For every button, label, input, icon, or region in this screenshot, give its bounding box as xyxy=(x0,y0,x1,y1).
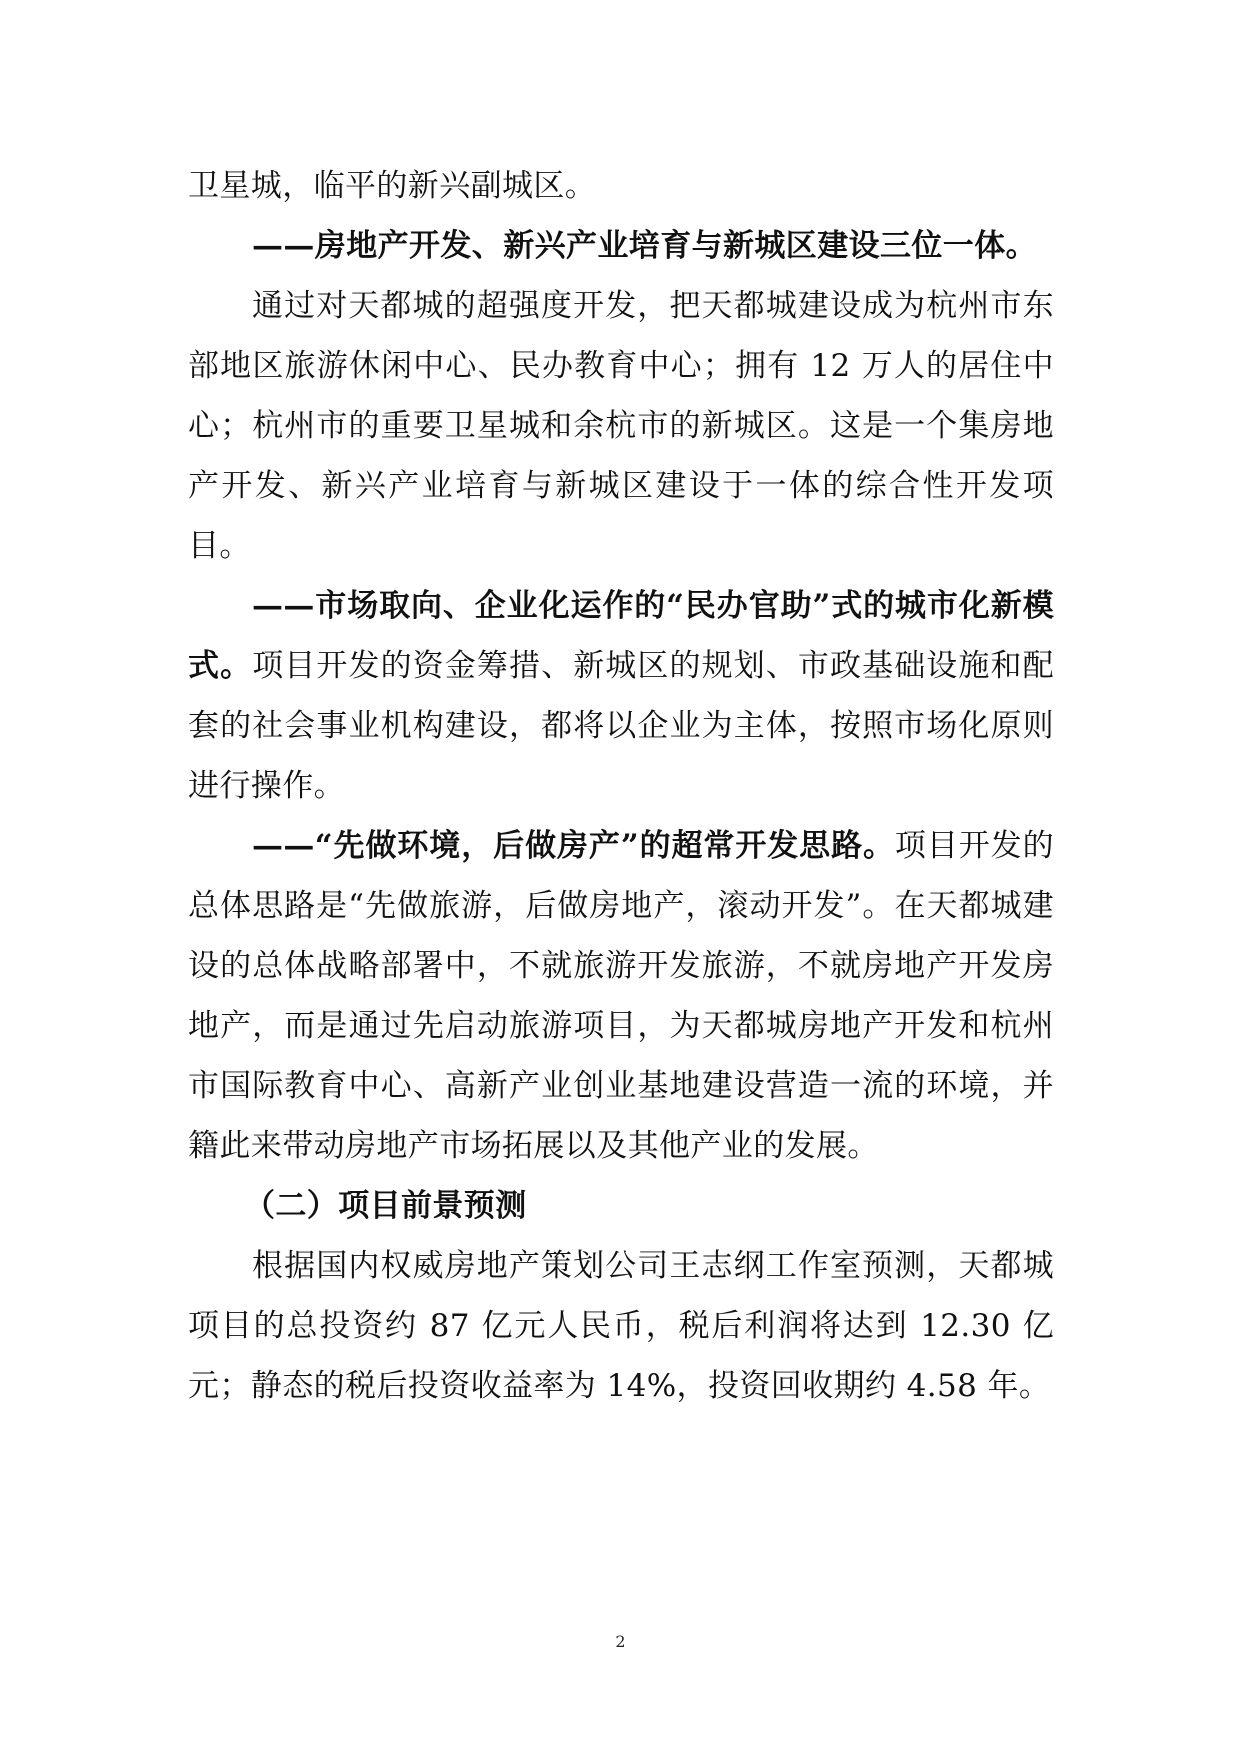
bold-heading-three-in-one xyxy=(188,216,1054,276)
paragraph-tiandu-development xyxy=(188,276,1054,576)
paragraph-development-approach xyxy=(188,816,1054,1176)
heading-text: （二）项目前景预测 xyxy=(244,1188,527,1224)
paragraph-text: 卫星城，临平的新兴副城区。 xyxy=(188,168,597,204)
document-body xyxy=(188,156,1054,1416)
heading-text: ——房地产开发、新兴产业培育与新城区建设三位一体。 xyxy=(252,228,1037,264)
paragraph-lead: ——“先做环境，后做房产”的超常开发思路。 xyxy=(252,828,895,864)
paragraph-text: 项目开发的总体思路是“先做旅游，后做房地产，滚动开发”。在天都城建设的总体战略部署中，不就旅游开发旅游，不就房地产开发房地产，而是通过先启动旅游项目，为天都城房地产开发和杭州市国际教育中心、高新产业创业基地建设营造一流的环境，并籍此来带动房地产市场拓展以及其他产业的发展。 xyxy=(188,828,1054,1164)
section-heading-project-forecast xyxy=(188,1176,1054,1236)
page-number: 2 xyxy=(615,1632,626,1651)
paragraph-market-orientation xyxy=(188,576,1054,816)
paragraph-lead: ——市场取向、企业化运作的“民办官助”式的城市化新模式。 xyxy=(188,588,1054,684)
paragraph-text: 项目开发的资金筹措、新城区的规划、市政基础设施和配套的社会事业机构建设，都将以企业为主体，按照市场化原则进行操作。 xyxy=(188,648,1054,804)
paragraph-text: 根据国内权威房地产策划公司王志纲工作室预测，天都城项目的总投资约 87 亿元人民币，税后利润将达到 12.30 亿元；静态的税后投资收益率为 14%，投资回收期约 4.58 年。 xyxy=(188,1248,1054,1404)
paragraph-forecast-details xyxy=(188,1236,1054,1416)
paragraph-continuation xyxy=(188,156,1054,216)
paragraph-text: 通过对天都城的超强度开发，把天都城建设成为杭州市东部地区旅游休闲中心、民办教育中心；拥有 12 万人的居住中心；杭州市的重要卫星城和余杭市的新城区。这是一个集房地产开发、新兴产业培育与新城区建设于一体的综合性开发项目。 xyxy=(188,288,1054,564)
